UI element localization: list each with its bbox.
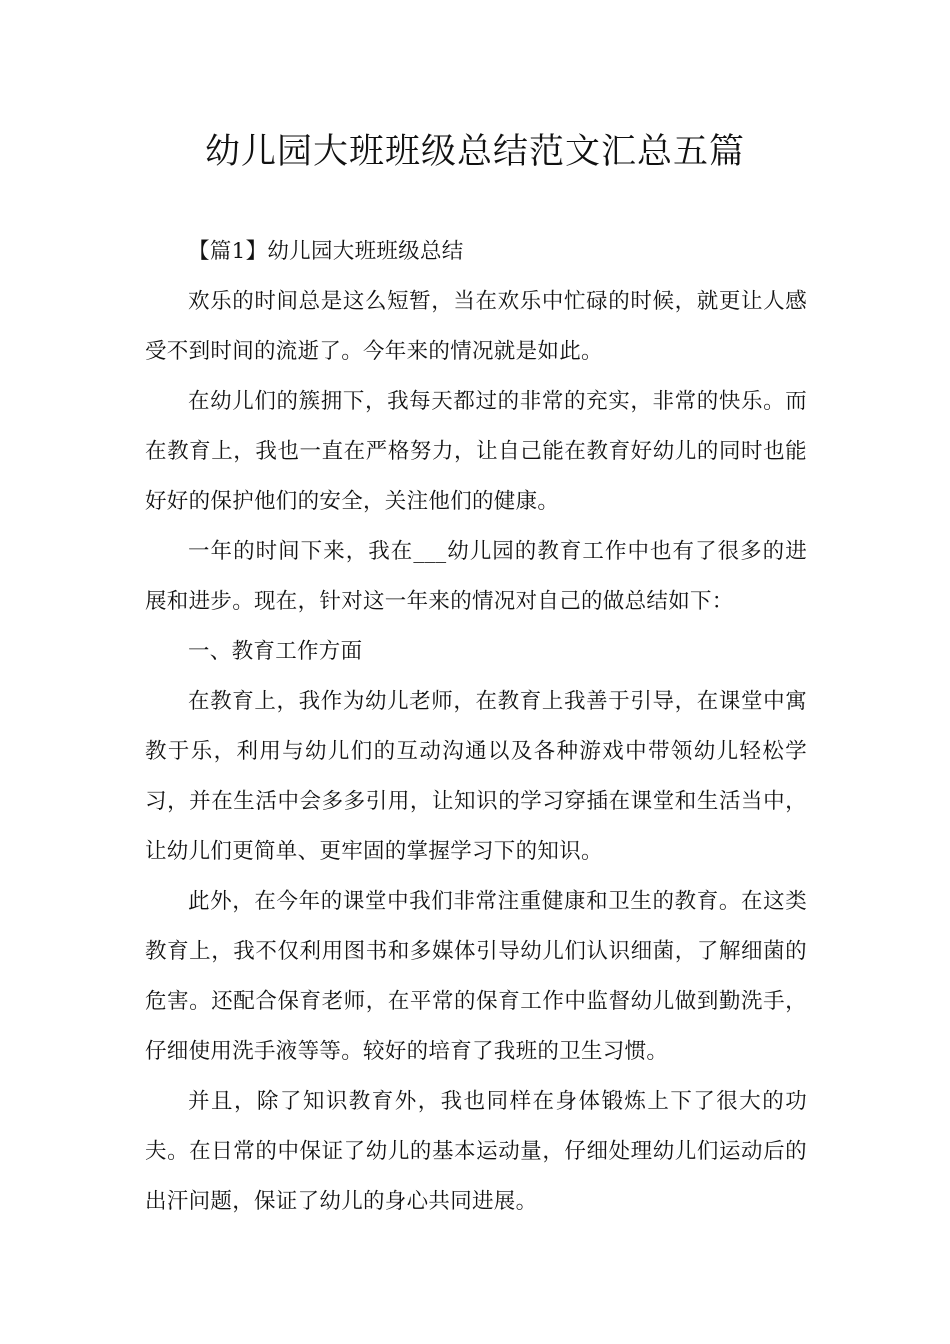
paragraph: 欢乐的时间总是这么短暂，当在欢乐中忙碌的时候，就更让人感受不到时间的流逝了。今年来的情况就是如此。 bbox=[145, 289, 807, 364]
paragraph: 此外，在今年的课堂中我们非常注重健康和卫生的教育。在这类教育上，我不仅利用图书和多媒体引导幼儿们认识细菌，了解细菌的危害。还配合保育老师，在平常的保育工作中监督幼儿做到勤洗手，仔细使用洗手液等等。较好的培育了我班的卫生习惯。 bbox=[145, 889, 807, 1064]
paragraph: 一年的时间下来，我在___幼儿园的教育工作中也有了很多的进展和进步。现在，针对这一年来的情况对自己的做总结如下： bbox=[145, 539, 807, 614]
subsection-heading: 一、教育工作方面 bbox=[188, 639, 363, 664]
paragraph: 并且，除了知识教育外，我也同样在身体锻炼上下了很大的功夫。在日常的中保证了幼儿的基本运动量，仔细处理幼儿们运动后的出汗问题，保证了幼儿的身心共同进展。 bbox=[145, 1089, 807, 1214]
document-title: 幼儿园大班班级总结范文汇总五篇 bbox=[204, 132, 745, 172]
paragraph: 在幼儿们的簇拥下，我每天都过的非常的充实，非常的快乐。而在教育上，我也一直在严格努力，让自己能在教育好幼儿的同时也能好好的保护他们的安全，关注他们的健康。 bbox=[145, 389, 807, 514]
section-heading: 【篇1】幼儿园大班班级总结 bbox=[188, 239, 464, 264]
document-body bbox=[145, 227, 807, 1227]
paragraph: 在教育上，我作为幼儿老师，在教育上我善于引导，在课堂中寓教于乐，利用与幼儿们的互动沟通以及各种游戏中带领幼儿轻松学习，并在生活中会多多引用，让知识的学习穿插在课堂和生活当中，让幼儿们更简单、更牢固的掌握学习下的知识。 bbox=[145, 689, 807, 864]
